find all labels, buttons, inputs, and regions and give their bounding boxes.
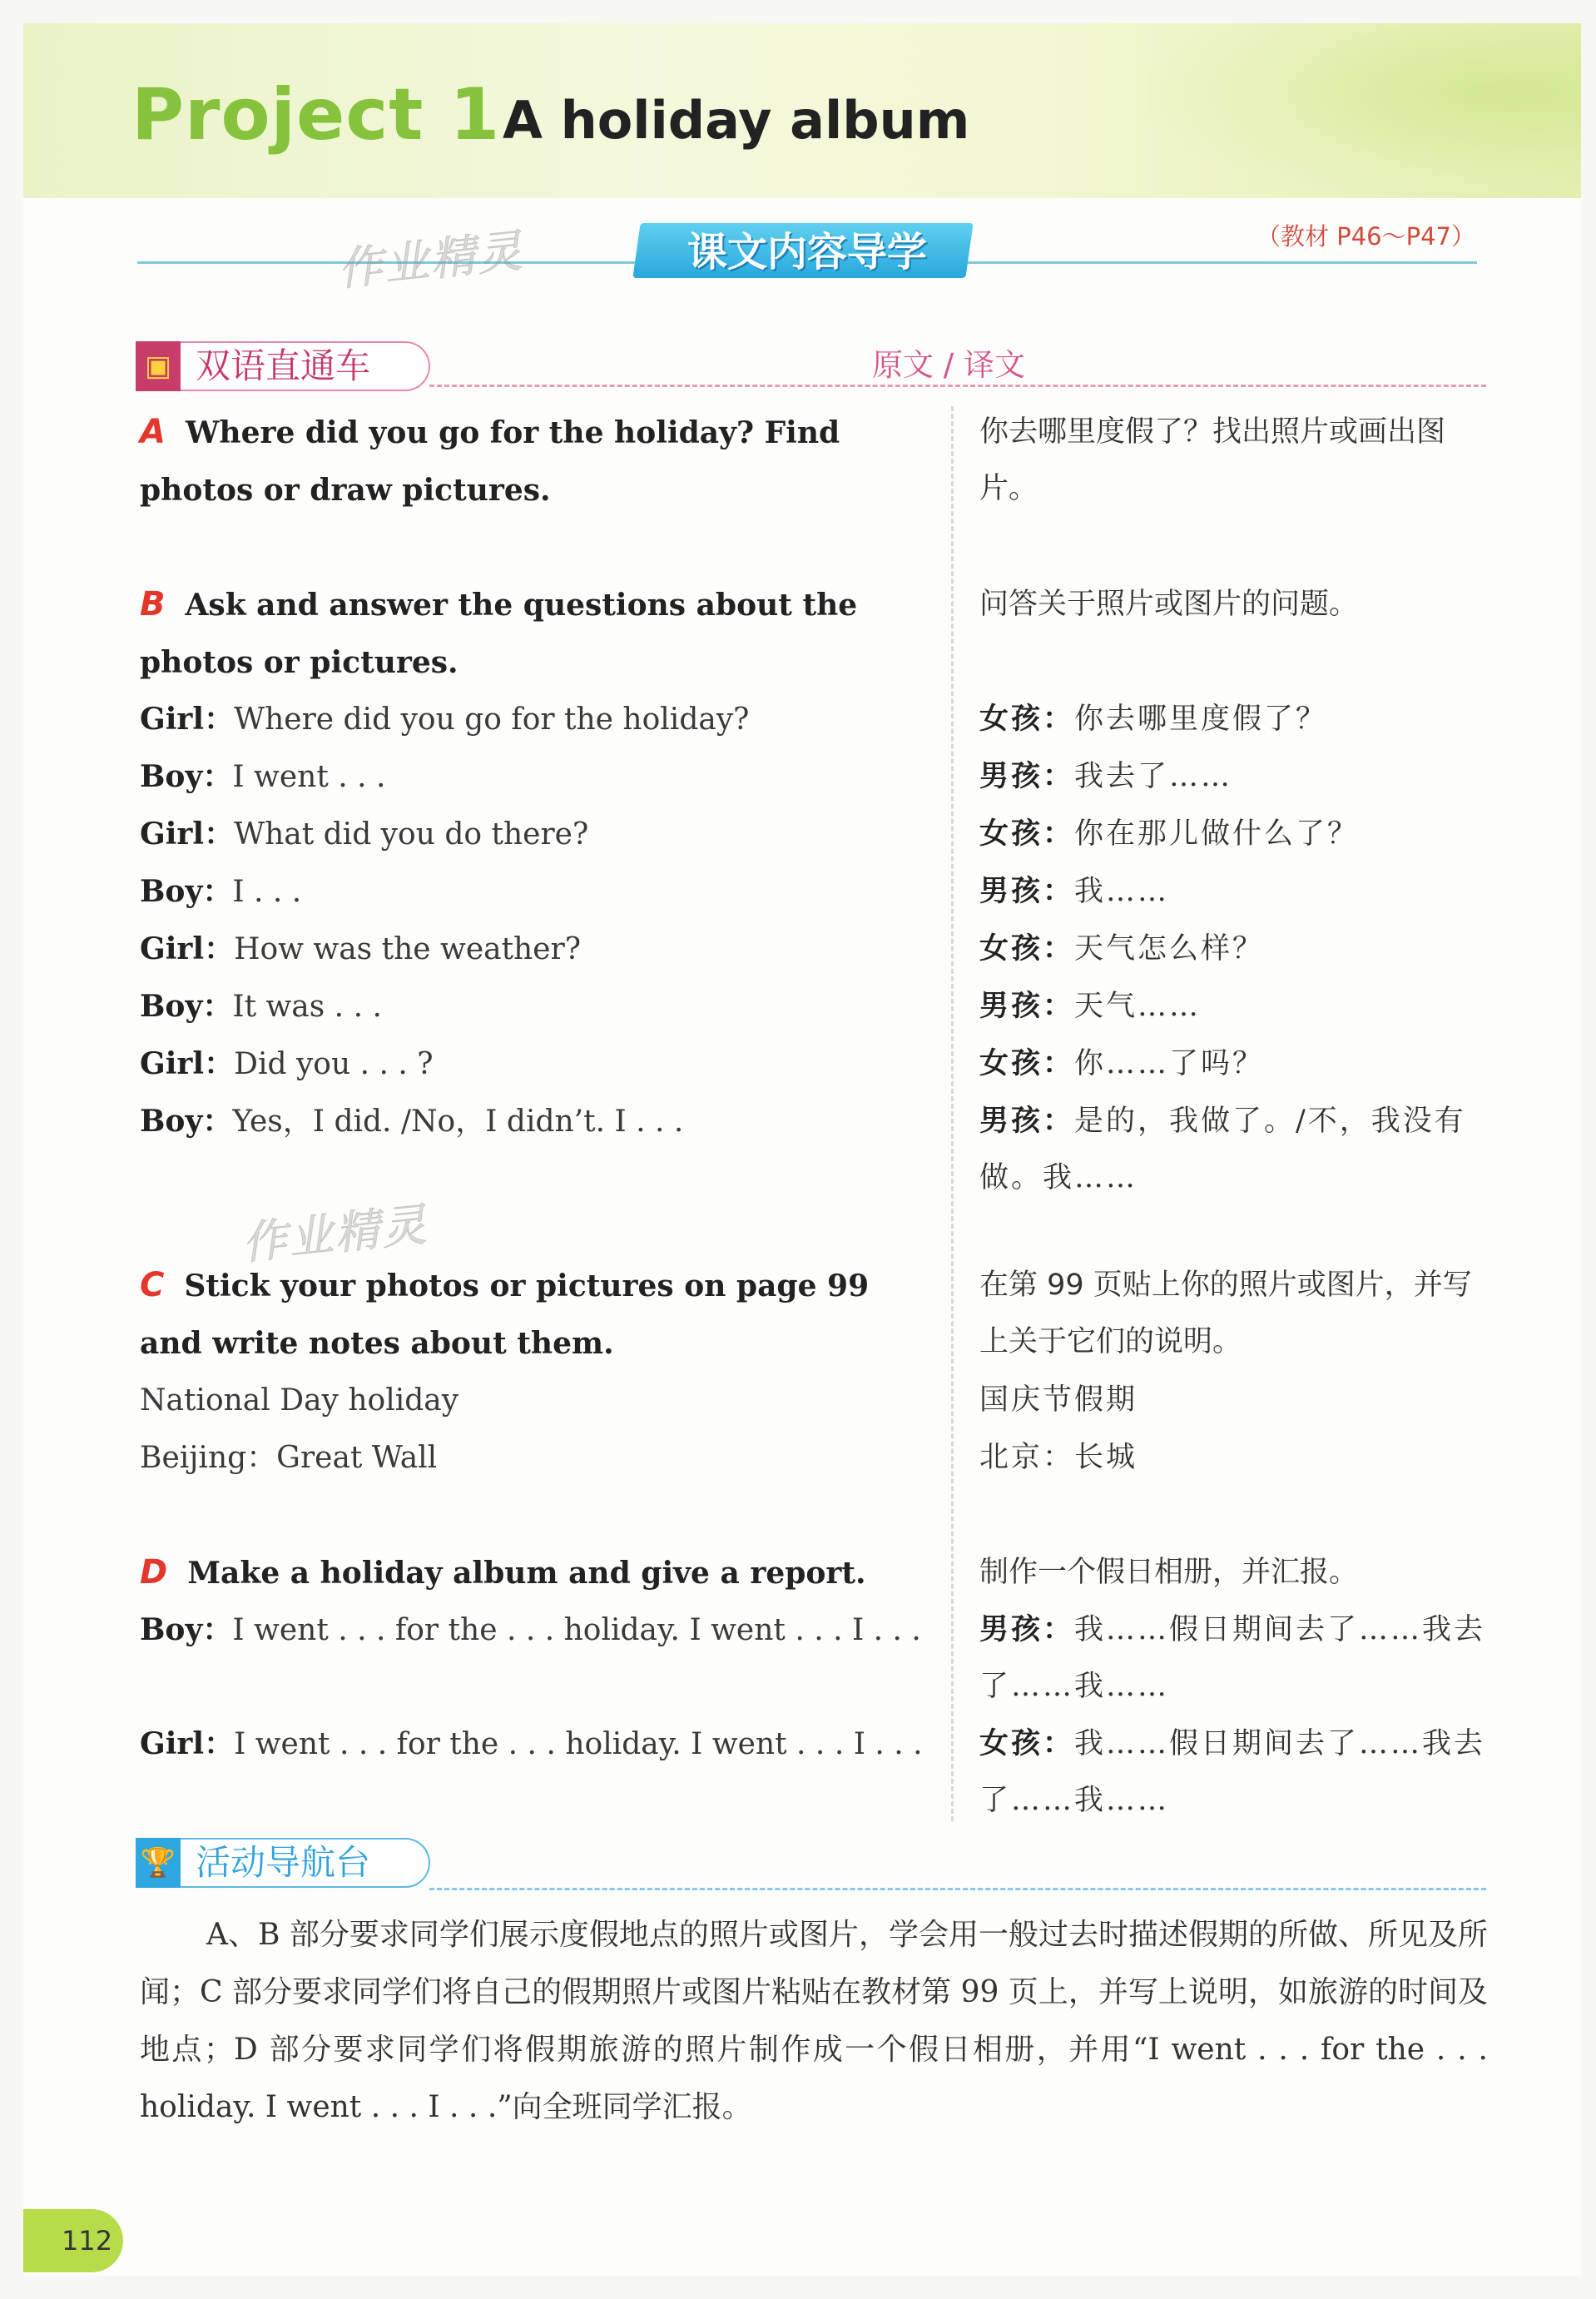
dialogue-translation: 男孩：我去了……: [979, 759, 1233, 793]
column-divider: [951, 406, 954, 1821]
original-translation-label: 原文 / 译文: [872, 347, 1025, 383]
dialogue-line: Boy：I went . . .: [140, 759, 386, 794]
part-letter: B: [140, 585, 166, 623]
train-icon: ▣: [136, 341, 181, 391]
dialogue-line: Girl：Where did you go for the holiday?: [140, 702, 750, 737]
watermark: 作业精灵: [335, 224, 527, 296]
report-translation: 女孩：我……假日期间去了……我去了……我……: [979, 1726, 1486, 1817]
dialogue-translation: 女孩：你去哪里度假了？: [979, 702, 1328, 736]
trophy-icon: 🏆: [136, 1838, 181, 1888]
project-label: Project 1: [131, 73, 501, 156]
part-b-instruction: B Ask and answer the questions about the photos or pictures.: [140, 585, 858, 680]
part-d-translation: 制作一个假日相册，并汇报。: [979, 1556, 1359, 1589]
part-a-instruction: A Where did you go for the holiday? Find photos or draw pictures.: [140, 413, 840, 508]
dialogue-translation: 女孩：你在那儿做什么了？: [979, 817, 1360, 851]
part-d-instruction: D Make a holiday album and give a report.: [140, 1553, 866, 1591]
part-letter: A: [140, 413, 166, 451]
bilingual-section-tag: [137, 341, 430, 391]
part-a-translation: 你去哪里度假了？找出照片或画出图片。: [979, 415, 1446, 505]
dashed-divider: [429, 1888, 1486, 1890]
dialogue-translation: 女孩：你……了吗？: [979, 1046, 1265, 1080]
note-line-translation: 北京：长城: [979, 1441, 1138, 1474]
dialogue-line: Boy：I . . .: [140, 874, 302, 909]
note-line: National Day holiday: [140, 1383, 459, 1418]
dialogue-translation: 男孩：天气……: [979, 989, 1202, 1023]
dialogue-translation: 男孩：我……: [979, 874, 1170, 908]
dialogue-translation: 男孩：是的，我做了。/不，我没有做。我……: [979, 1104, 1466, 1194]
part-letter: D: [140, 1553, 168, 1591]
part-letter: C: [140, 1266, 165, 1304]
section-banner: 课文内容导学: [686, 229, 927, 276]
dialogue-line: Boy：Yes，I did. /No，I didn’t. I . . .: [140, 1104, 684, 1139]
report-line: Boy：I went . . . for the . . . holiday. I went . . . I . . .: [140, 1612, 921, 1647]
part-c-instruction: C Stick your photos or pictures on page 99 and write notes about them.: [140, 1266, 870, 1361]
dialogue-line: Girl：What did you do there?: [140, 817, 589, 852]
note-line: Beijing：Great Wall: [140, 1441, 438, 1475]
activity-tag-label: 活动导航台: [196, 1842, 371, 1883]
dialogue-line: Girl：Did you . . . ?: [140, 1046, 434, 1081]
dialogue-translation: 女孩：天气怎么样？: [979, 931, 1265, 966]
activity-section-tag: [137, 1838, 430, 1888]
dashed-divider: [429, 385, 1486, 387]
dialogue-line: Boy：It was . . .: [140, 989, 382, 1024]
report-line: Girl：I went . . . for the . . . holiday. I went . . . I . . .: [140, 1726, 923, 1761]
part-b-translation: 问答关于照片或图片的问题。: [979, 588, 1359, 621]
textbook-reference: （教材 P46～P47）: [1256, 222, 1475, 251]
part-c-translation: 在第 99 页贴上你的照片或图片，并写上关于它们的说明。: [979, 1269, 1472, 1358]
page-number: 112: [23, 2209, 123, 2272]
dialogue-line: Girl：How was the weather?: [140, 931, 582, 966]
activity-note: A、B 部分要求同学们展示度假地点的照片或图片，学会用一般过去时描述假期的所做、所见及所闻；C 部分要求同学们将自己的假期照片或图片粘贴在教材第 99 页上，并写上说明，如旅游的时间及地点；D 部分要求同学们将假期旅游的照片制作成一个假日相册，并用“I went . . . for the . . . holiday. I went . . . I . . .”向全班同学汇报。: [140, 1918, 1488, 2124]
note-line-translation: 国庆节假期: [979, 1383, 1138, 1417]
bilingual-tag-label: 双语直通车: [196, 345, 371, 386]
report-translation: 男孩：我……假日期间去了……我去了……我……: [979, 1612, 1486, 1703]
watermark: 作业精灵: [239, 1198, 431, 1270]
page-title: A holiday album: [503, 90, 970, 151]
